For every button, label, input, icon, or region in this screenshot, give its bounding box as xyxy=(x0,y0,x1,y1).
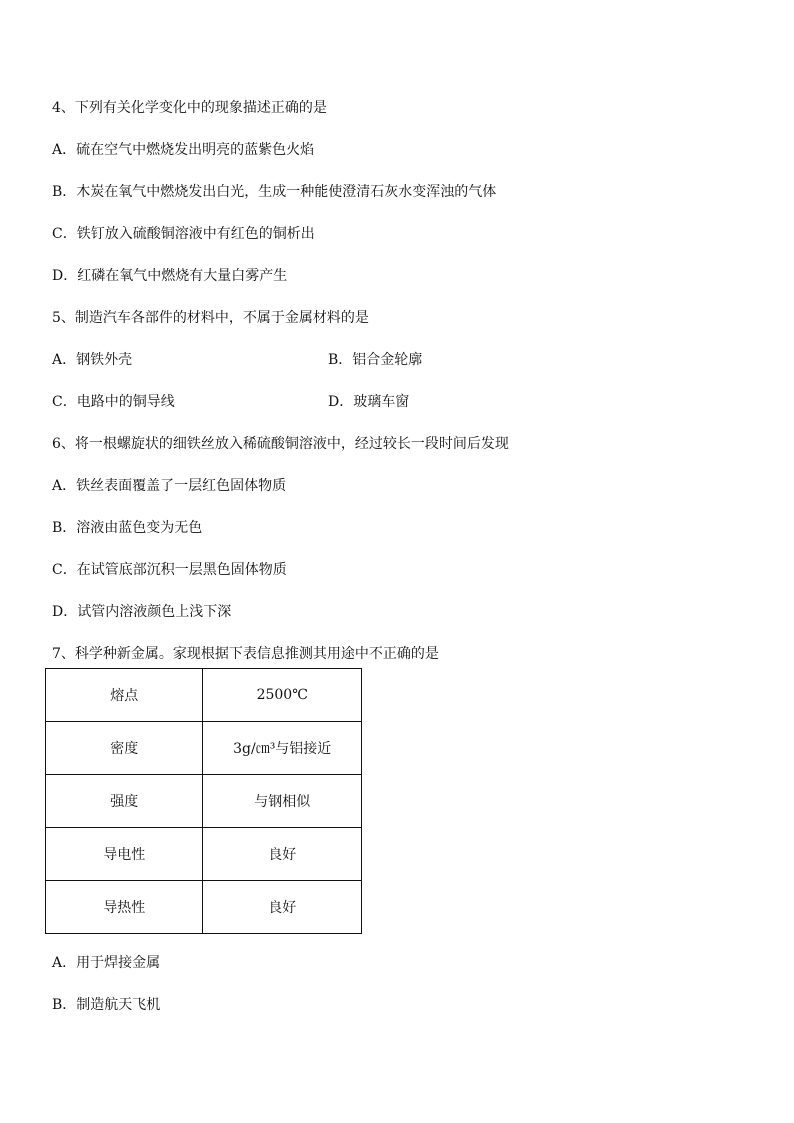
table-row xyxy=(46,669,362,722)
table-row xyxy=(46,881,362,934)
question-4-option-a: A．硫在空气中燃烧发出明亮的蓝紫色火焰 xyxy=(52,142,315,158)
table-row xyxy=(46,828,362,881)
question-7-option-a: A．用于焊接金属 xyxy=(52,955,161,971)
question-7-stem: 7、科学种新金属。家现根据下表信息推测其用途中不正确的是 xyxy=(52,646,439,662)
property-value-cell: 良好 xyxy=(203,881,362,934)
table-row xyxy=(46,775,362,828)
question-5-option-b: B．铝合金轮廓 xyxy=(328,352,423,368)
property-name-cell: 密度 xyxy=(46,722,203,775)
question-4-option-d: D．红磷在氧气中燃烧有大量白雾产生 xyxy=(52,268,288,284)
property-name-cell: 导热性 xyxy=(46,881,203,934)
question-4-stem: 4、下列有关化学变化中的现象描述正确的是 xyxy=(52,100,327,116)
property-name-cell: 导电性 xyxy=(46,828,203,881)
metal-properties-table xyxy=(45,668,362,934)
property-value-cell: 3g/㎝³与铝接近 xyxy=(203,722,362,775)
question-5-stem: 5、制造汽车各部件的材料中，不属于金属材料的是 xyxy=(52,310,369,326)
question-6-option-b: B．溶液由蓝色变为无色 xyxy=(52,520,203,536)
property-value-cell: 良好 xyxy=(203,828,362,881)
question-6-option-a: A．铁丝表面覆盖了一层红色固体物质 xyxy=(52,478,287,494)
question-5-option-c: C．电路中的铜导线 xyxy=(52,394,175,410)
question-5-option-a: A．钢铁外壳 xyxy=(52,352,133,368)
property-value-cell: 2500℃ xyxy=(203,669,362,722)
table-row xyxy=(46,722,362,775)
question-6-option-c: C．在试管底部沉积一层黑色固体物质 xyxy=(52,562,287,578)
property-value-cell: 与钢相似 xyxy=(203,775,362,828)
question-6-option-d: D．试管内溶液颜色上浅下深 xyxy=(52,604,232,620)
property-name-cell: 熔点 xyxy=(46,669,203,722)
question-6-stem: 6、将一根螺旋状的细铁丝放入稀硫酸铜溶液中，经过较长一段时间后发现 xyxy=(52,436,509,452)
question-5-option-d: D．玻璃车窗 xyxy=(328,394,410,410)
question-4-option-c: C．铁钉放入硫酸铜溶液中有红色的铜析出 xyxy=(52,226,315,242)
question-7-option-b: B．制造航天飞机 xyxy=(52,997,161,1013)
property-name-cell: 强度 xyxy=(46,775,203,828)
question-4-option-b: B．木炭在氧气中燃烧发出白光，生成一种能使澄清石灰水变浑浊的气体 xyxy=(52,184,497,200)
